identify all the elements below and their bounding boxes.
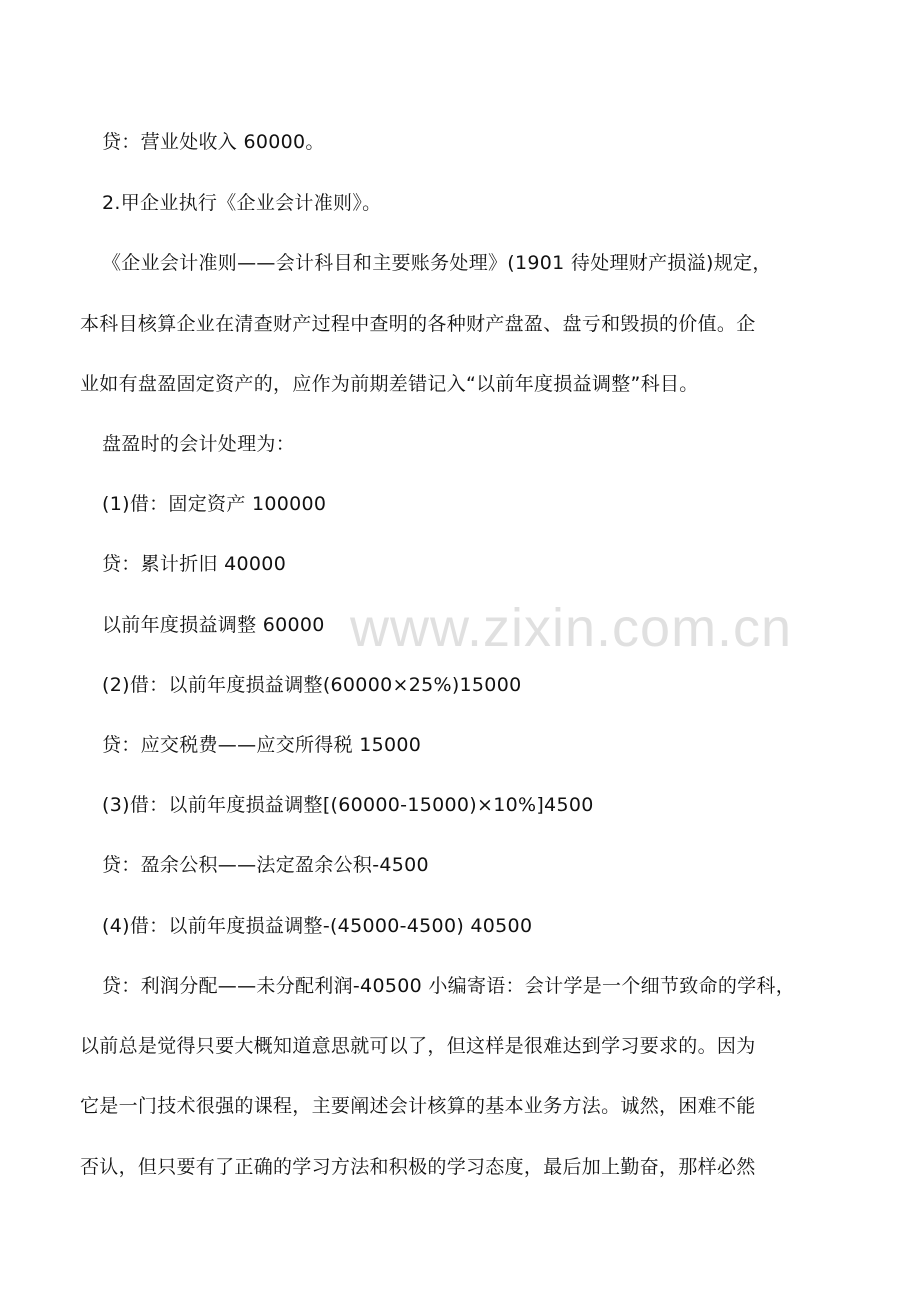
- text-line-entry-1-credit: 以前年度损益调整 60000: [102, 614, 325, 636]
- text-line-paragraph: 它是一门技术很强的课程，主要阐述会计核算的基本业务方法。诚然，困难不能: [80, 1095, 756, 1117]
- text-line-item-2: 2.甲企业执行《企业会计准则》。: [102, 192, 382, 214]
- text-line-standard-title: 《企业会计准则——会计科目和主要账务处理》(1901 待处理财产损溢)规定，: [102, 252, 772, 274]
- text-line-entry-4-debit: (4)借：以前年度损益调整-(45000-4500) 40500: [102, 915, 533, 937]
- text-line-entry-1-credit: 贷：累计折旧 40000: [102, 553, 287, 575]
- text-line-paragraph: 以前总是觉得只要大概知道意思就可以了，但这样是很难达到学习要求的。因为: [80, 1035, 756, 1057]
- text-line-entry-3-credit: 贷：盈余公积——法定盈余公积-4500: [102, 854, 429, 876]
- text-line-entry-2-debit: (2)借：以前年度损益调整(60000×25%)15000: [102, 674, 522, 696]
- text-line-entry-2-credit: 贷：应交税费——应交所得税 15000: [102, 734, 422, 756]
- text-line-paragraph: 本科目核算企业在清查财产过程中查明的各种财产盘盈、盘亏和毁损的价值。企: [80, 313, 756, 335]
- text-line-paragraph: 否认，但只要有了正确的学习方法和积极的学习态度，最后加上勤奋，那样必然: [80, 1156, 756, 1178]
- text-line-entry-3-debit: (3)借：以前年度损益调整[(60000-15000)×10%]4500: [102, 794, 594, 816]
- watermark: www.zixin.com.cn: [350, 598, 793, 658]
- text-line-paragraph: 业如有盘盈固定资产的，应作为前期差错记入“以前年度损益调整”科目。: [80, 373, 699, 395]
- text-line-credit-revenue: 贷：营业处收入 60000。: [102, 131, 325, 153]
- text-line-heading: 盘盈时的会计处理为：: [102, 433, 296, 455]
- text-line-entry-4-credit: 贷：利润分配——未分配利润-40500 小编寄语：会计学是一个细节致命的学科，: [102, 975, 796, 997]
- text-line-entry-1-debit: (1)借：固定资产 100000: [102, 493, 327, 515]
